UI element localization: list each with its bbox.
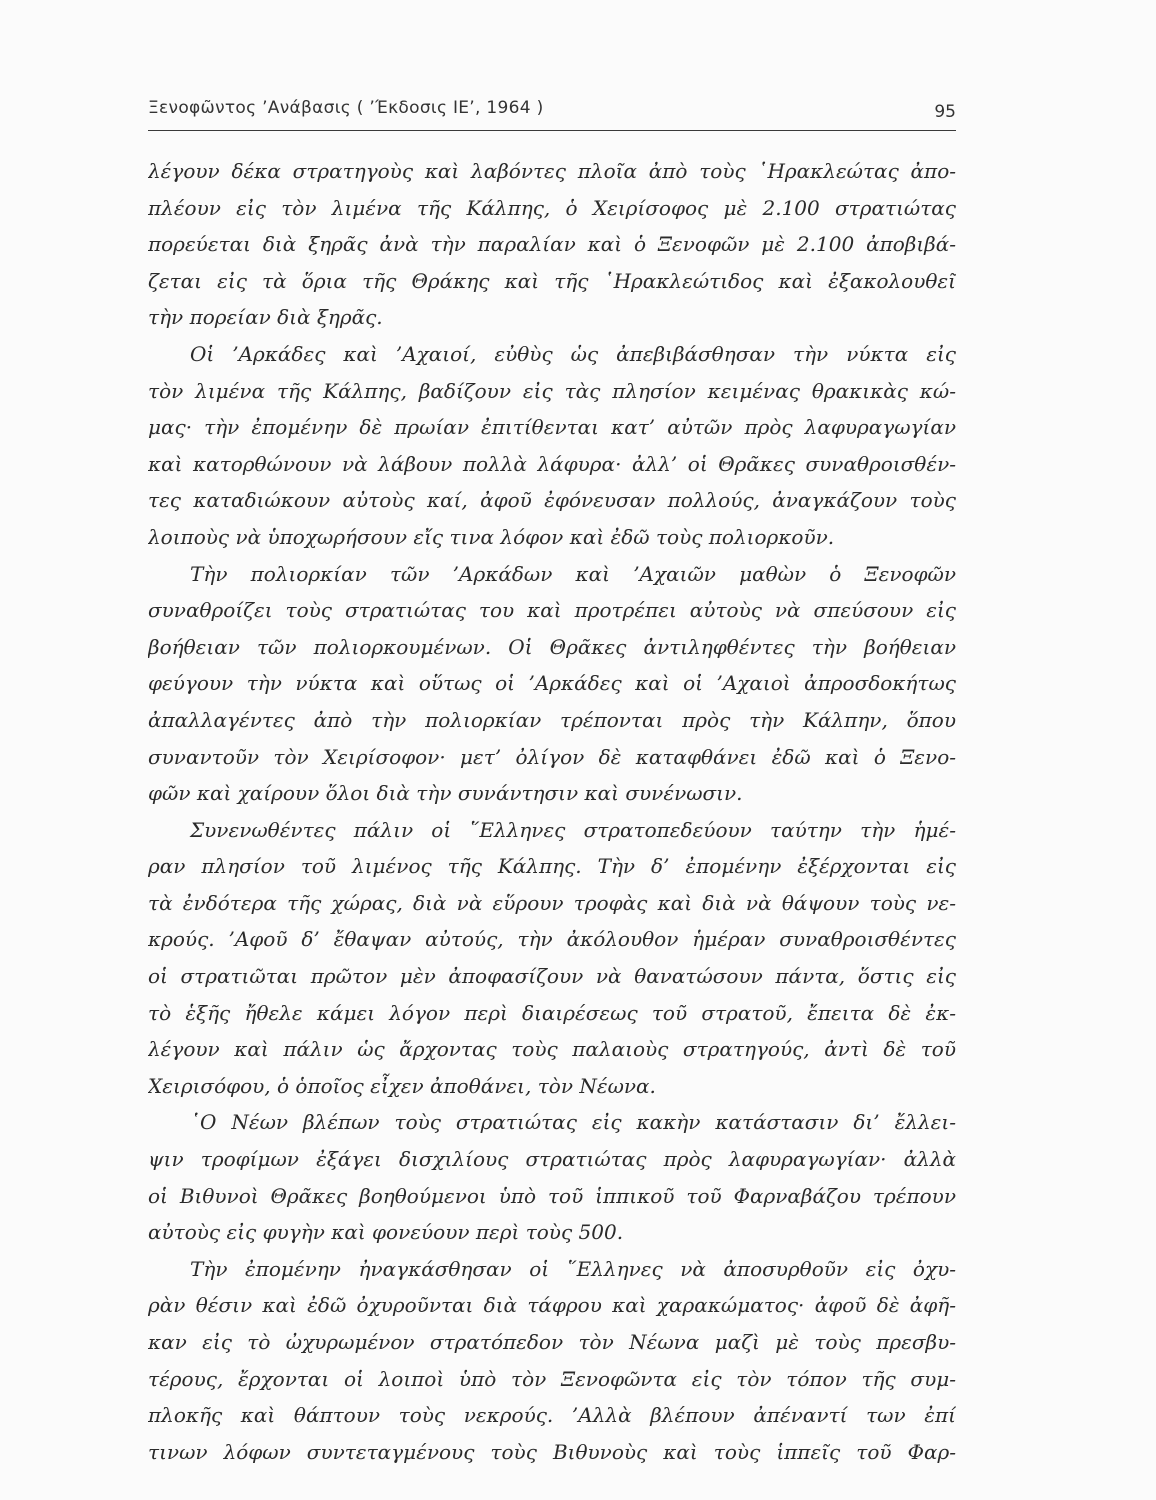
text-line: ἀπαλλαγέντες ἀπὸ τὴν πολιορκίαν τρέπονται πρὸς τὴν Κάλπην, ὅπου (148, 707, 956, 732)
text-line: τὰ ἐνδότερα τῆς χώρας, διὰ νὰ εὕρουν τροφὰς καὶ διὰ νὰ θάψουν τοὺς νε- (148, 890, 956, 915)
text-line: τέρους, ἔρχονται οἱ λοιποὶ ὑπὸ τὸν Ξενοφῶντα εἰς τὸν τόπον τῆς συμ- (148, 1366, 956, 1391)
running-header (148, 96, 956, 131)
text-line: οἱ στρατιῶται πρῶτον μὲν ἀποφασίζουν νὰ θανατώσουν πάντα, ὅστις εἰς (148, 964, 956, 989)
text-line: Συνενωθέντες πάλιν οἱ ῞Ελληνες στρατοπεδεύουν ταύτην τὴν ἡμέ- (190, 817, 956, 842)
text-line: Τὴν ἐπομένην ἠναγκάσθησαν οἱ ῞Ελληνες νὰ ἀποσυρθοῦν εἰς ὀχυ- (190, 1256, 956, 1281)
text-line: λοιποὺς νὰ ὑποχωρήσουν εἴς τινα λόφον καὶ ἐδῶ τοὺς πολιορκοῦν. (148, 524, 835, 549)
text-line: Χειρισόφου, ὁ ὁποῖος εἶχεν ἀποθάνει, τὸν Νέωνα. (148, 1073, 656, 1098)
text-line: φεύγουν τὴν νύκτα καὶ οὕτως οἱ ’Αρκάδες καὶ οἱ ’Αχαιοὶ ἀπροσδοκήτως (148, 671, 956, 696)
running-title: Ξενοφῶντος ’Ανάβασις ( ’Έκδοσις ΙΕ’, 1964 ) (148, 98, 544, 118)
text-line: ρὰν θέσιν καὶ ἐδῶ ὀχυροῦνται διὰ τάφρου καὶ χαρακώματος· ἀφοῦ δὲ ἀφῆ- (148, 1293, 956, 1318)
text-line: τὸν λιμένα τῆς Κάλπης, βαδίζουν εἰς τὰς πλησίον κειμένας θρακικὰς κώ- (148, 378, 956, 403)
text-line: ζεται εἰς τὰ ὅρια τῆς Θράκης καὶ τῆς ῾Ηρακλεώτιδος καὶ ἐξακολουθεῖ (148, 268, 956, 293)
text-line: φῶν καὶ χαίρουν ὅλοι διὰ τὴν συνάντησιν καὶ συνένωσιν. (148, 781, 743, 806)
page-number: 95 (934, 102, 956, 122)
text-line: κρούς. ’Αφοῦ δ’ ἔθαψαν αὐτούς, τὴν ἀκόλουθον ἡμέραν συναθροισθέντες (148, 927, 956, 952)
text-line: λέγουν δέκα στρατηγοὺς καὶ λαβόντες πλοῖα ἀπὸ τοὺς ῾Ηρακλεώτας ἀπο- (148, 159, 956, 183)
text-line: αὐτοὺς εἰς φυγὴν καὶ φονεύουν περὶ τοὺς 500. (148, 1220, 624, 1245)
body-text (148, 153, 956, 1470)
text-line: ῾Ο Νέων βλέπων τοὺς στρατιώτας εἰς κακὴν κατάστασιν δι’ ἔλλει- (190, 1110, 956, 1135)
text-line: συναθροίζει τοὺς στρατιώτας του καὶ προτρέπει αὐτοὺς νὰ σπεύσουν εἰς (148, 598, 956, 623)
text-line: τες καταδιώκουν αὐτοὺς καί, ἀφοῦ ἐφόνευσαν πολλούς, ἀναγκάζουν τοὺς (148, 488, 956, 513)
text-line: πορεύεται διὰ ξηρᾶς ἀνὰ τὴν παραλίαν καὶ ὁ Ξενοφῶν μὲ 2.100 ἀποβιβά- (148, 232, 956, 257)
text-line: καν εἰς τὸ ὠχυρωμένον στρατόπεδον τὸν Νέωνα μαζὶ μὲ τοὺς πρεσβυ- (148, 1330, 956, 1354)
text-line: τὴν πορείαν διὰ ξηρᾶς. (148, 305, 383, 330)
text-line: Οἱ ’Αρκάδες καὶ ’Αχαιοί, εὐθὺς ὡς ἀπεβιβάσθησαν τὴν νύκτα εἰς (190, 341, 956, 366)
text-line: μας· τὴν ἐπομένην δὲ πρωίαν ἐπιτίθενται κατ’ αὐτῶν πρὸς λαφυραγωγίαν (148, 415, 956, 440)
text-line: τινων λόφων συντεταγμένους τοὺς Βιθυνοὺς καὶ τοὺς ἱππεῖς τοῦ Φαρ- (148, 1439, 956, 1464)
text-line: οἱ Βιθυνοὶ Θρᾶκες βοηθούμενοι ὑπὸ τοῦ ἱππικοῦ τοῦ Φαρναβάζου τρέπουν (148, 1183, 956, 1208)
text-line: τὸ ἑξῆς ἤθελε κάμει λόγον περὶ διαιρέσεως τοῦ στρατοῦ, ἔπειτα δὲ ἐκ- (148, 1000, 956, 1025)
text-line: βοήθειαν τῶν πολιορκουμένων. Οἱ Θρᾶκες ἀντιληφθέντες τὴν βοήθειαν (148, 634, 956, 659)
text-line: ψιν τροφίμων ἐξάγει δισχιλίους στρατιώτας πρὸς λαφυραγωγίαν· ἀλλὰ (148, 1147, 956, 1172)
text-line: πλέουν εἰς τὸν λιμένα τῆς Κάλπης, ὁ Χειρίσοφος μὲ 2.100 στρατιώτας (148, 195, 956, 220)
text-line: συναντοῦν τὸν Χειρίσοφον· μετ’ ὀλίγον δὲ καταφθάνει ἐδῶ καὶ ὁ Ξενο- (148, 744, 956, 769)
text-line: Τὴν πολιορκίαν τῶν ’Αρκάδων καὶ ’Αχαιῶν μαθὼν ὁ Ξενοφῶν (190, 561, 956, 586)
text-line: ραν πλησίον τοῦ λιμένος τῆς Κάλπης. Τὴν δ’ ἐπομένην ἐξέρχονται εἰς (148, 854, 956, 879)
text-line: πλοκῆς καὶ θάπτουν τοὺς νεκρούς. ’Αλλὰ βλέπουν ἀπέναντί των ἐπί (148, 1403, 956, 1428)
text-line: λέγουν καὶ πάλιν ὡς ἄρχοντας τοὺς παλαιοὺς στρατηγούς, ἀντὶ δὲ τοῦ (148, 1037, 956, 1062)
text-line: καὶ κατορθώνουν νὰ λάβουν πολλὰ λάφυρα· ἀλλ’ οἱ Θρᾶκες συναθροισθέν- (148, 451, 956, 476)
